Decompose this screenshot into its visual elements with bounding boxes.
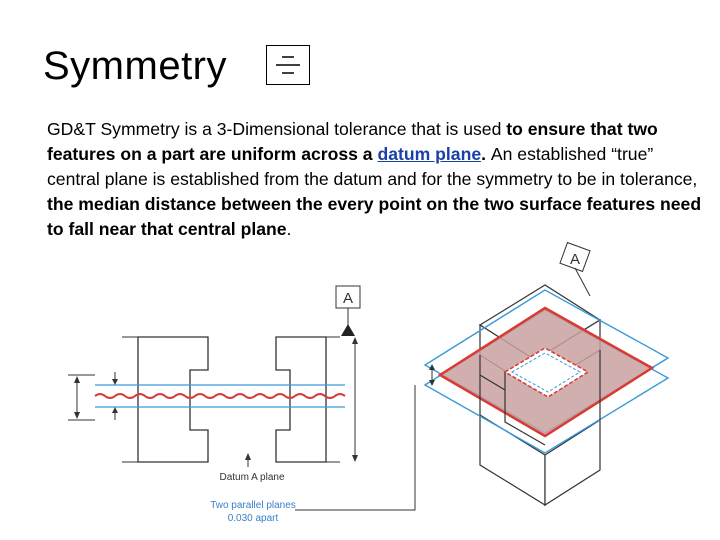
text-uniform: to ensure that two features on a part are uniform across a	[47, 119, 658, 164]
datum-a-label-left: A	[342, 290, 354, 307]
page-title: Symmetry	[43, 44, 227, 88]
text-period: .	[481, 144, 491, 164]
symmetry-figure	[0, 240, 720, 540]
text-central-plane: An established “true” central plane is established from the datum and for the symmetry to be in tolerance,	[47, 144, 698, 189]
text-intro: GD&T Symmetry is a 3-Dimensional tolerance that is used	[47, 119, 507, 139]
datum-plane-link[interactable]: datum plane	[377, 144, 482, 164]
text-end: .	[286, 219, 292, 239]
planes-label-line2: 0.030 apart	[227, 513, 279, 524]
text-median: the median distance between the every point on the two surface features need to fall near that central plane	[47, 194, 702, 239]
planes-label-line1: Two parallel planes	[210, 500, 296, 511]
datum-triangle	[341, 324, 355, 336]
median-wavy-line	[95, 394, 345, 398]
description-paragraph	[47, 117, 707, 242]
datum-a-label-right: A	[569, 251, 581, 268]
right-part-outline	[276, 337, 326, 462]
symmetry-symbol-icon	[266, 45, 310, 85]
datum-plane-label: Datum A plane	[219, 472, 285, 483]
left-part-outline	[138, 337, 208, 462]
